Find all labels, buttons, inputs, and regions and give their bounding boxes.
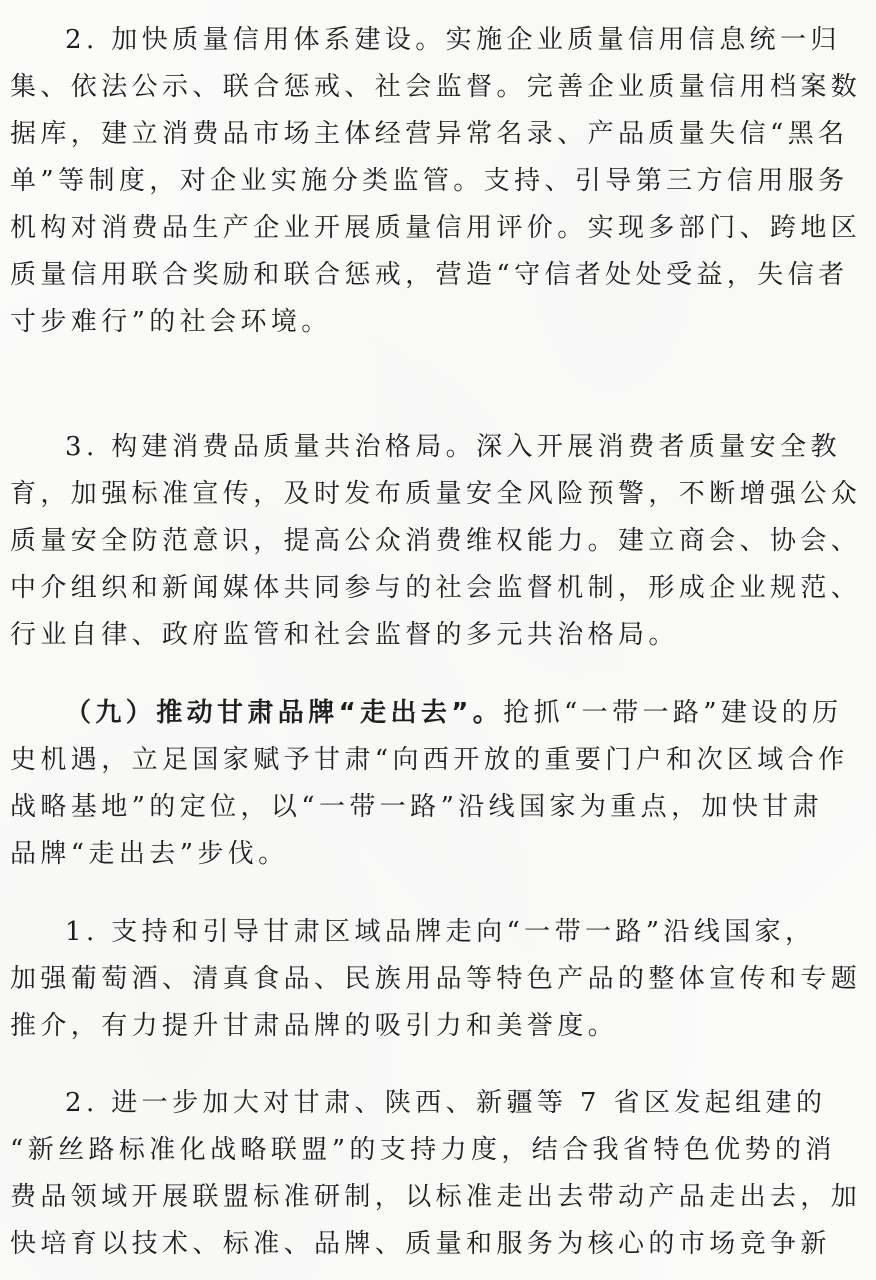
text-line: 1. 支持和引导甘肃区域品牌走向“一带一路”沿线国家， <box>65 917 816 947</box>
text-line: 机构对消费品生产企业开展质量信用评价。实现多部门、跨地区 <box>10 213 862 243</box>
paragraph-quality-credit <box>10 17 860 346</box>
text-line: 集、依法公示、联合惩戒、社会监督。完善企业质量信用档案数 <box>10 72 862 102</box>
text-line: 育，加强标准宣传，及时发布质量安全风险预警，不断增强公众 <box>10 479 862 509</box>
text-line: （九）推动甘肃品牌“走出去”。抢抓“一带一路”建设的历 <box>65 698 843 728</box>
text-line: 费品领域开展联盟标准研制，以标准走出去带动产品走出去，加 <box>10 1182 862 1212</box>
section-heading: （九）推动甘肃品牌“走出去”。 <box>65 698 504 728</box>
text-line: 加强葡萄酒、清真食品、民族用品等特色产品的整体宣传和专题 <box>10 964 862 994</box>
text-line: 质量信用联合奖励和联合惩戒，营造“守信者处处受益，失信者 <box>10 260 849 290</box>
text-line: 中介组织和新闻媒体共同参与的社会监督机制，形成企业规范、 <box>10 573 862 603</box>
text-line: 史机遇，立足国家赋予甘肃“向西开放的重要门户和次区域合作 <box>10 745 849 775</box>
text-line: 2. 进一步加大对甘肃、陕西、新疆等 7 省区发起组建的 <box>65 1088 827 1118</box>
text-line: 质量安全防范意识，提高公众消费维权能力。建立商会、协会、 <box>10 526 862 556</box>
paragraph-silk-road-alliance <box>10 1080 860 1268</box>
text-line: 2. 加快质量信用体系建设。实施企业质量信用信息统一归 <box>65 25 841 55</box>
text-line: 行业自律、政府监管和社会监督的多元共治格局。 <box>10 620 679 650</box>
text-line: 快培育以技术、标准、品牌、质量和服务为核心的市场竞争新 <box>10 1229 831 1259</box>
text-line: 战略基地”的定位，以“一带一路”沿线国家为重点，加快甘肃 <box>10 792 824 822</box>
text-line: 推介，有力提升甘肃品牌的吸引力和美誉度。 <box>10 1011 619 1041</box>
text-line: “新丝路标准化战略联盟”的支持力度，结合我省特色优势的消 <box>10 1135 836 1165</box>
paragraph-section-nine <box>10 690 860 878</box>
paragraph-regional-brands <box>10 909 860 1050</box>
paragraph-co-governance <box>10 424 860 659</box>
text-line: 单”等制度，对企业实施分类监管。支持、引导第三方信用服务 <box>10 166 849 196</box>
text-line: 品牌“走出去”步伐。 <box>10 839 289 869</box>
text-line: 据库，建立消费品市场主体经营异常名录、产品质量失信“黑名 <box>10 119 849 149</box>
text-line: 寸步难行”的社会环境。 <box>10 307 332 337</box>
text-line: 3. 构建消费品质量共治格局。深入开展消费者质量安全教 <box>65 432 841 462</box>
